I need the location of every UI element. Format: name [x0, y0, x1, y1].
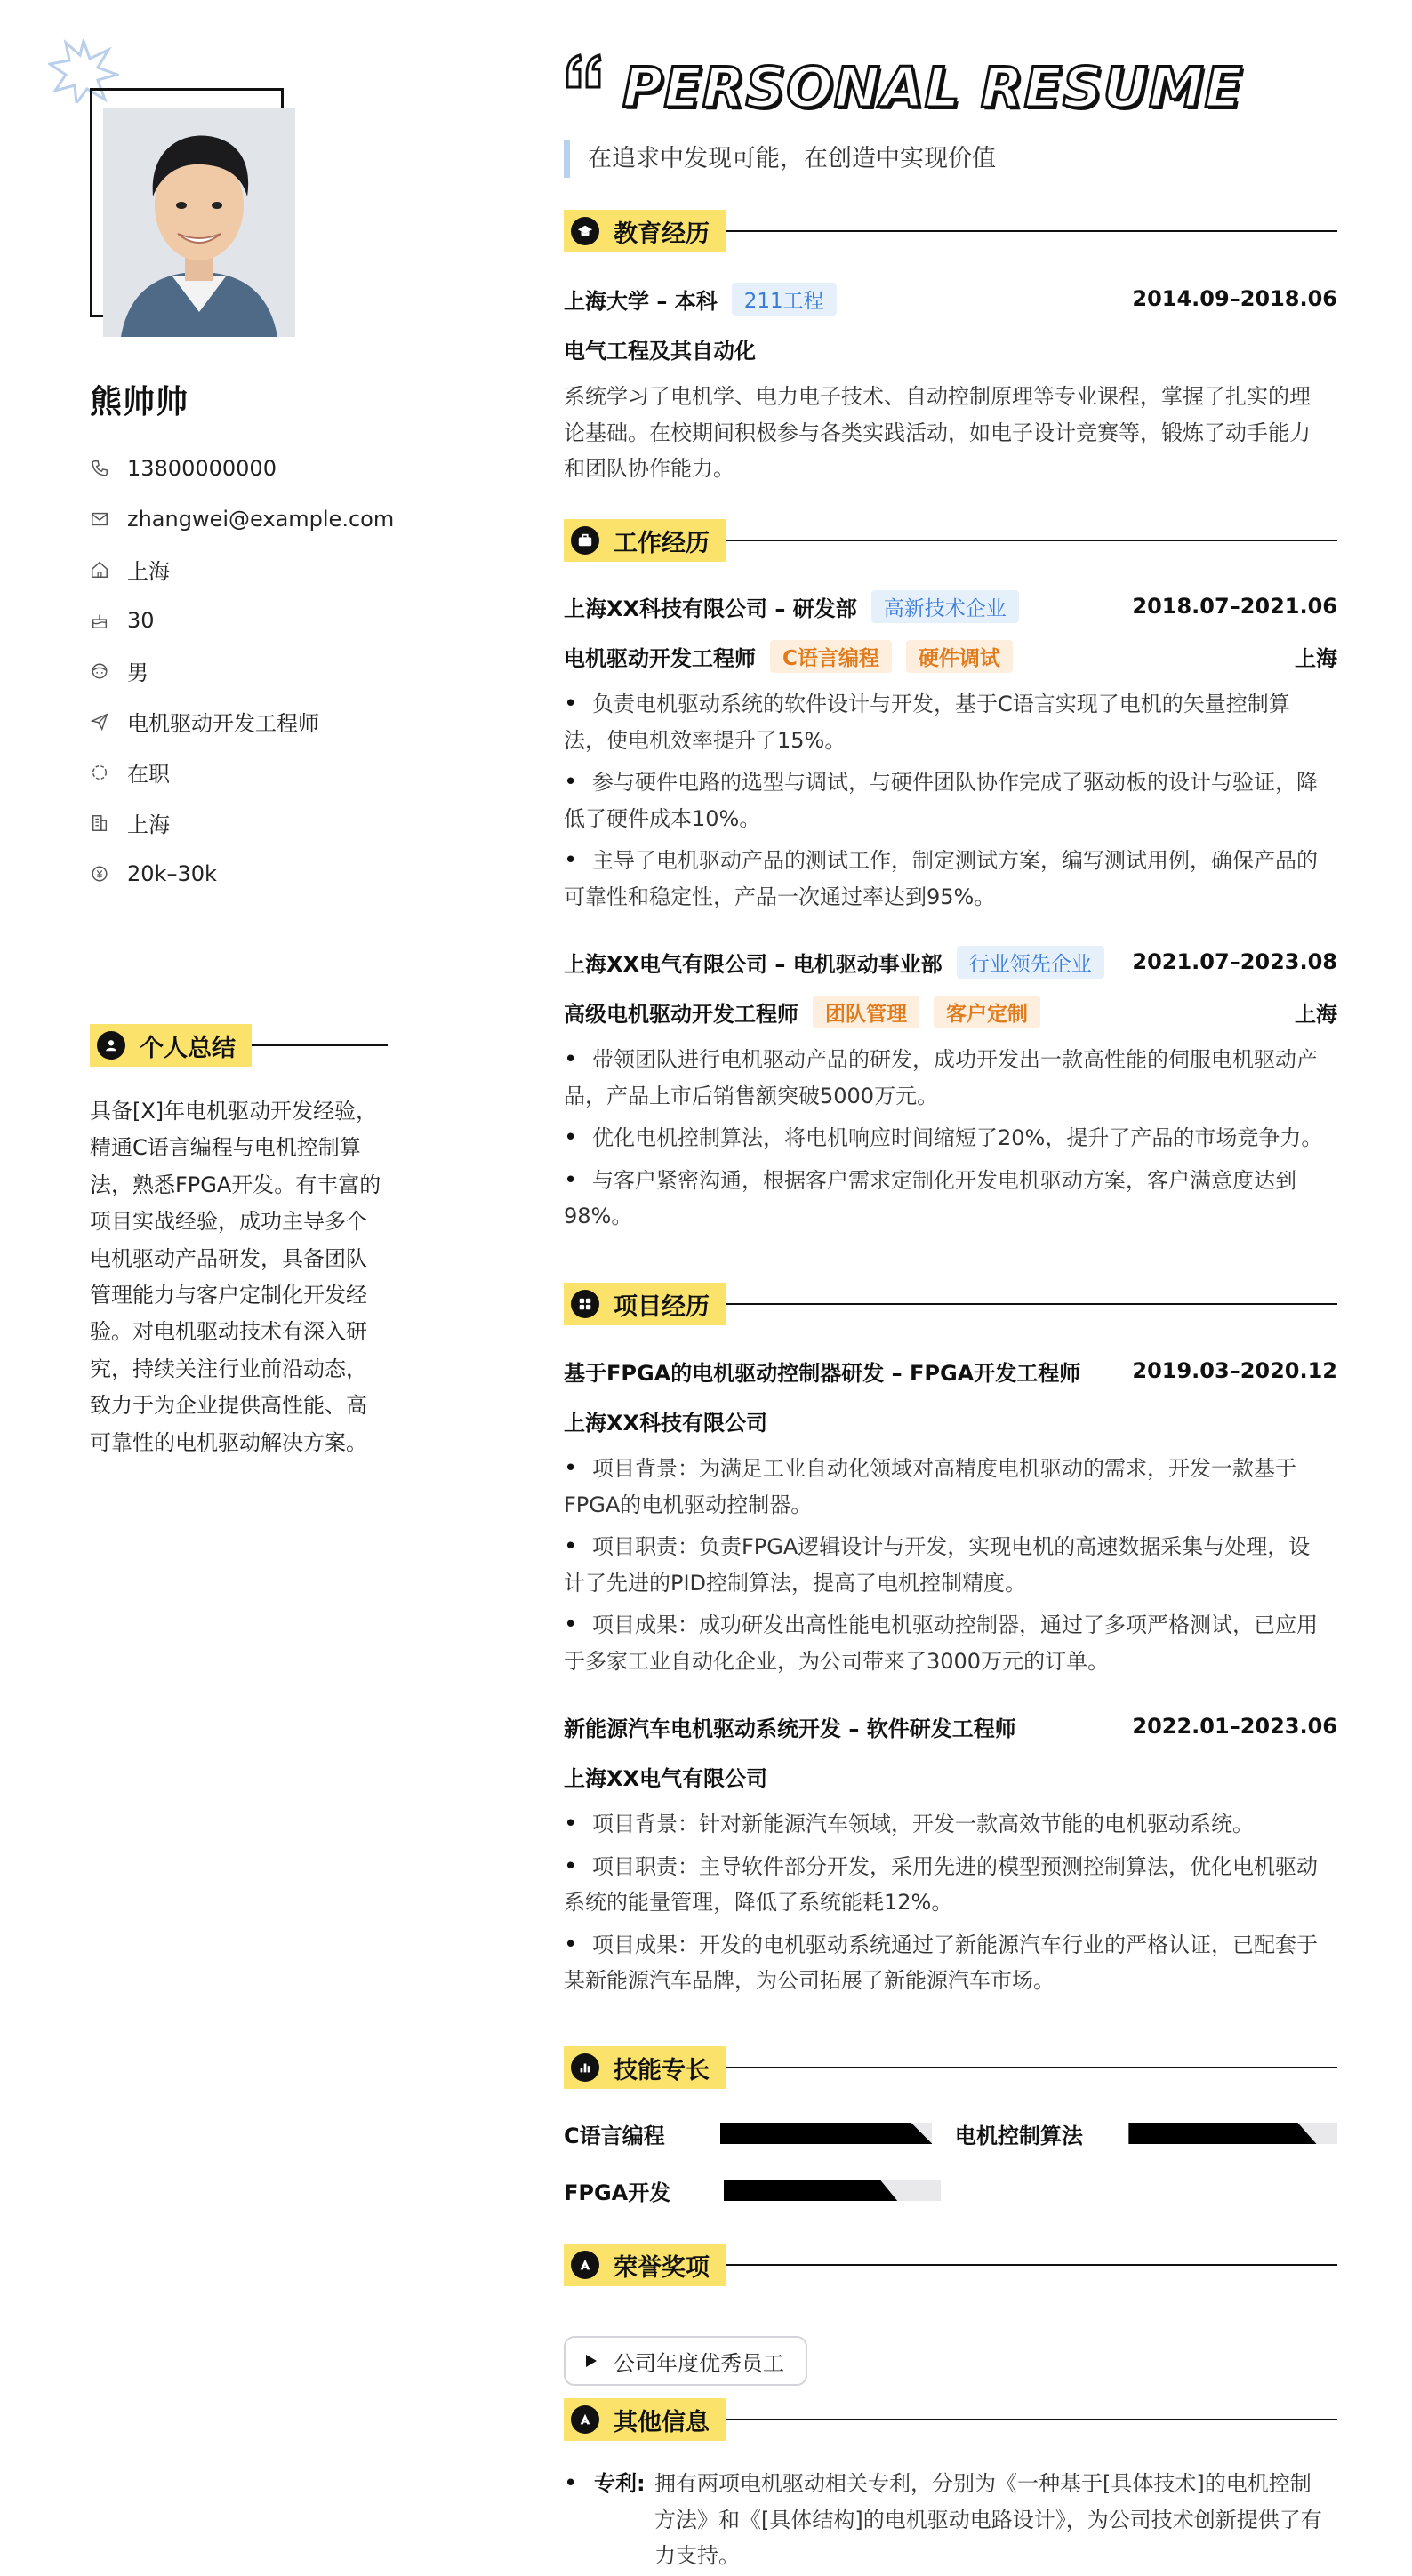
section-divider — [726, 2067, 1337, 2068]
info-text: 30 — [127, 607, 155, 633]
honor-item — [564, 2336, 807, 2386]
list-item: • 项目背景：为满足工业自动化领域对高精度电机驱动的需求，开发一款基于 FPGA的电机驱动控制器。 — [564, 1451, 1337, 1523]
other-text — [654, 2466, 1337, 2574]
list-item: • 参与硬件电路的选型与调试，与硬件团队协作完成了驱动板的设计与验证，降 低了硬件成本10%。 — [564, 764, 1337, 836]
info-text: 电机驱动开发工程师 — [127, 711, 319, 736]
summary-line: 具备[X]年电机驱动开发经验， — [90, 1099, 378, 1124]
list-item: • 主导了电机驱动产品的测试工作，制定测试方案，编写测试用例，确保产品的 可靠性和稳定性，产品一次通过率达到95%。 — [564, 843, 1337, 915]
skill-name: 电机控制算法 — [954, 2123, 1083, 2148]
briefcase-icon — [571, 526, 599, 555]
summary-line: 究，持续关注行业前沿动态， — [90, 1356, 367, 1381]
section-divider — [726, 1303, 1337, 1305]
list-item: • 带领团队进行电机驱动产品的研发，成功开发出一款高性能的伺服电机驱动产 品，产品上市后销售额突破5000万元。 — [564, 1042, 1337, 1114]
list-item: • 与客户紧密沟通，根据客户需求定制化开发电机驱动方案，客户满意度达到 98%。 — [564, 1163, 1337, 1235]
project-header-row — [564, 1708, 1337, 1744]
candidate-name: 熊帅帅 — [90, 384, 189, 420]
info-work-city — [90, 797, 445, 848]
summary-line: 电机驱动产品研发，具备团队 — [90, 1245, 367, 1271]
info-text: 13800000000 — [127, 455, 277, 481]
section-title: 其他信息 — [614, 2408, 710, 2436]
skill-tag: 硬件调试 — [906, 640, 1013, 673]
section-divider — [726, 230, 1337, 232]
skill-tag: 客户定制 — [934, 996, 1040, 1028]
graduation-cap-icon — [571, 217, 599, 245]
job-header-row — [564, 944, 1337, 980]
info-phone — [90, 443, 445, 493]
skill-row — [564, 2172, 1337, 2208]
section-title-pill — [564, 2046, 726, 2089]
list-item: • 负责电机驱动系统的软件设计与开发，基于C语言实现了电机的矢量控制算 法，使电机效率提升了15%。 — [564, 686, 1337, 758]
honor-text: 公司年度优秀员工 — [614, 2350, 784, 2376]
info-age — [90, 595, 445, 645]
other-info-item — [564, 2466, 1337, 2574]
work-section-header — [564, 519, 1337, 562]
avatar — [103, 108, 295, 337]
section-title-pill — [564, 1283, 726, 1325]
project-company-row — [564, 1403, 1337, 1438]
summary-line: 项目实战经验，成功主导多个 — [90, 1209, 367, 1235]
bullet-dot: • — [564, 2470, 578, 2497]
summary-line: 法，熟悉FPGA开发。有丰富的 — [90, 1172, 381, 1197]
info-text: 在职 — [127, 762, 170, 787]
job-duties — [564, 686, 1337, 921]
project-company: 上海XX电气有限公司 — [564, 1765, 768, 1791]
summary-section-header — [90, 1024, 388, 1067]
section-title-pill — [564, 2244, 726, 2286]
section-title-pill — [90, 1024, 252, 1067]
company-name: 上海XX科技有限公司 – 研发部 — [564, 596, 857, 621]
other-line: 拥有两项电机驱动相关专利，分别为《一种基于[具体技术]的电机控制 — [654, 2471, 1312, 2496]
job-city: 上海 — [1295, 645, 1337, 671]
skill-tag: 团队管理 — [813, 996, 919, 1028]
phone-icon — [90, 459, 109, 478]
other-label: 专利: — [594, 2471, 646, 2496]
skill-name: C语言编程 — [564, 2123, 665, 2148]
award-icon — [571, 2405, 599, 2434]
education-section-header — [564, 210, 1337, 252]
education-row — [564, 281, 1337, 316]
skill-row — [564, 2116, 1337, 2151]
section-title: 教育经历 — [614, 220, 710, 248]
job-header-row — [564, 588, 1337, 624]
gender-icon — [90, 661, 109, 681]
skill-fill — [1128, 2123, 1316, 2144]
skills-section-header — [564, 2046, 1337, 2089]
project-company-row — [564, 1758, 1337, 1794]
quote-icon — [564, 53, 603, 89]
skill-fill — [720, 2123, 933, 2144]
section-title-pill — [564, 519, 726, 562]
list-item: • 项目职责：负责FPGA逻辑设计与开发，实现电机的高速数据采集与处理，设 计了先进的PID控制算法，提高了电机控制精度。 — [564, 1529, 1337, 1601]
other-line: 力支持。 — [654, 2543, 740, 2568]
project-header-row — [564, 1353, 1337, 1388]
section-divider — [726, 540, 1337, 541]
info-text: 上海 — [127, 559, 170, 584]
section-title-pill — [564, 210, 726, 252]
send-icon — [90, 712, 109, 732]
summary-line: 验。对电机驱动技术有深入研 — [90, 1319, 367, 1345]
description-line: 系统学习了电机学、电力电子技术、自动控制原理等专业课程，掌握了扎实的理 — [564, 384, 1311, 409]
info-text: 上海 — [127, 812, 170, 837]
company-tag: 高新技术企业 — [871, 590, 1019, 623]
section-title: 技能专长 — [614, 2056, 710, 2084]
section-title: 个人总结 — [140, 1034, 236, 1062]
info-email — [90, 493, 445, 544]
project-date: 2022.01–2023.06 — [1132, 1714, 1337, 1739]
job-position-row — [564, 638, 1337, 674]
list-item: • 项目成果：成功研发出高性能电机驱动控制器，通过了多项严格测试，已应用 于多家工业自动化企业，为公司带来了3000万元的订单。 — [564, 1607, 1337, 1679]
education-description — [564, 379, 1337, 487]
mail-icon — [90, 509, 109, 529]
other-section-header — [564, 2398, 1337, 2441]
summary-line: 管理能力与客户定制化开发经 — [90, 1283, 367, 1308]
project-name: 基于FPGA的电机驱动控制器研发 – FPGA开发工程师 — [564, 1360, 1081, 1386]
info-gender — [90, 645, 445, 696]
list-item: • 优化电机控制算法，将电机响应时间缩短了20%，提升了产品的市场竞争力。 — [564, 1120, 1337, 1156]
job-position: 电机驱动开发工程师 — [564, 645, 756, 671]
education-date: 2014.09–2018.06 — [1132, 286, 1337, 311]
list-item: • 项目背景：针对新能源汽车领域，开发一款高效节能的电机驱动系统。 — [564, 1806, 1337, 1843]
skill-bar — [724, 2180, 941, 2201]
skill-name: FPGA开发 — [564, 2180, 671, 2205]
job-duties — [564, 1042, 1337, 1241]
section-title: 荣誉奖项 — [614, 2253, 710, 2282]
job-date: 2021.07–2023.08 — [1132, 949, 1337, 974]
summary-line: 可靠性的电机驱动解决方案。 — [90, 1429, 367, 1455]
company-tag: 行业领先企业 — [957, 946, 1104, 979]
home-icon — [90, 560, 109, 580]
info-salary — [90, 848, 445, 899]
info-status — [90, 747, 445, 797]
summary-line: 精通C语言编程与电机控制算 — [90, 1135, 361, 1161]
summary-line: 致力于为企业提供高性能、高 — [90, 1393, 367, 1419]
info-text: 20k–30k — [127, 860, 217, 886]
description-line: 论基础。在校期间积极参与各类实践活动，如电子设计竞赛等，锻炼了动手能力 — [564, 420, 1311, 445]
job-position: 高级电机驱动开发工程师 — [564, 1001, 798, 1027]
honors-section-header — [564, 2244, 1337, 2286]
other-line: 方法》和《[具体结构]的电机驱动电路设计》，为公司技术创新提供了有 — [654, 2507, 1322, 2532]
list-item: • 项目职责：主导软件部分开发，采用先进的模型预测控制算法，优化电机驱动 系统的能量管理，降低了系统能耗12%。 — [564, 1849, 1337, 1921]
building-icon — [90, 813, 109, 833]
section-divider — [252, 1044, 388, 1046]
project-details — [564, 1806, 1337, 2005]
section-divider — [726, 2264, 1337, 2266]
company-name: 上海XX电气有限公司 – 电机驱动事业部 — [564, 951, 943, 977]
resume-subtitle: 在追求中发现可能，在创造中实现价值 — [564, 140, 996, 178]
school-name: 上海大学 – 本科 — [564, 288, 718, 314]
list-item: • 项目成果：开发的电机驱动系统通过了新能源汽车行业的严格认证，已配套于 某新能源汽车品牌，为公司拓展了新能源汽车市场。 — [564, 1927, 1337, 1999]
project-date: 2019.03–2020.12 — [1132, 1358, 1337, 1383]
skill-bar — [720, 2123, 933, 2144]
skill-tag: C语言编程 — [770, 640, 892, 673]
info-location — [90, 544, 445, 595]
major-row — [564, 331, 1337, 366]
info-text: zhangwei@example.com — [127, 506, 395, 532]
project-details — [564, 1451, 1337, 1685]
section-title: 工作经历 — [614, 529, 710, 557]
grid-icon — [571, 1290, 599, 1318]
resume-title: PERSONAL RESUME — [622, 55, 1243, 120]
projects-section-header — [564, 1283, 1337, 1325]
job-position-row — [564, 994, 1337, 1029]
project-company: 上海XX科技有限公司 — [564, 1410, 768, 1436]
info-text: 男 — [127, 660, 148, 685]
job-city: 上海 — [1295, 1001, 1337, 1027]
skill-fill — [724, 2180, 897, 2201]
cake-icon — [90, 611, 109, 630]
award-icon — [571, 2251, 599, 2279]
major-name: 电气工程及其自动化 — [564, 338, 756, 364]
description-line: 和团队协作能力。 — [564, 456, 734, 481]
info-job-target — [90, 696, 445, 747]
bar-chart-icon — [571, 2053, 599, 2082]
school-tag: 211工程 — [732, 283, 837, 316]
sidebar — [0, 0, 498, 2576]
section-divider — [726, 2419, 1337, 2420]
project-name: 新能源汽车电机驱动系统开发 – 软件研发工程师 — [564, 1716, 1016, 1741]
status-icon — [90, 763, 109, 782]
user-icon — [97, 1031, 125, 1060]
section-title-pill — [564, 2398, 726, 2441]
play-icon — [585, 2354, 598, 2368]
summary-text — [90, 1093, 392, 1461]
contact-info-list — [90, 443, 445, 899]
job-date: 2018.07–2021.06 — [1132, 594, 1337, 619]
skill-bar — [1128, 2123, 1337, 2144]
section-title: 项目经历 — [614, 1292, 710, 1321]
money-icon — [90, 864, 109, 884]
